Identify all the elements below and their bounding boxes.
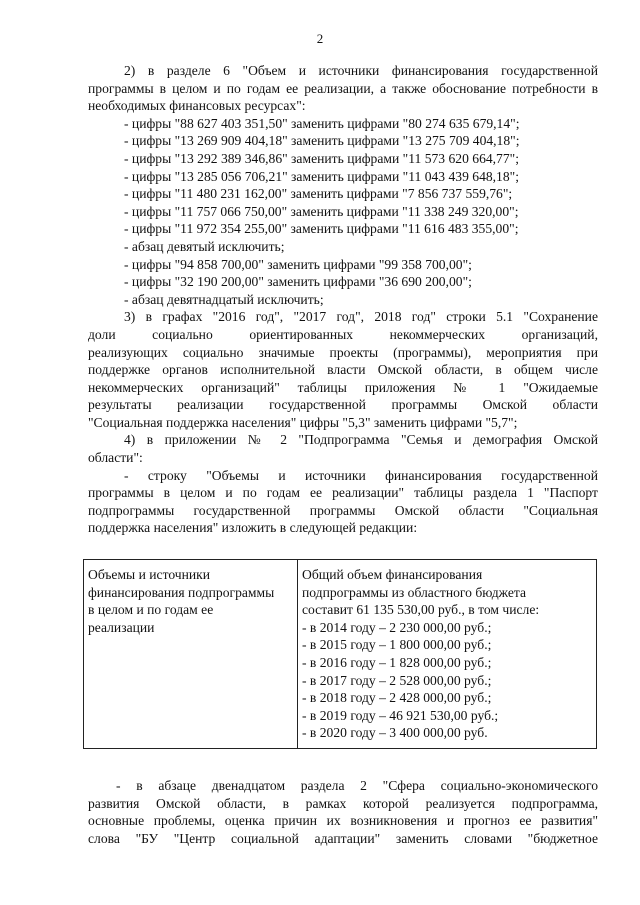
item2-line: программы в целом и по годам ее реализации, а также обоснование потребности в bbox=[88, 80, 598, 96]
table-row bbox=[84, 560, 597, 749]
list-item: - цифры "88 627 403 351,50" заменить цифрами "80 274 635 679,14"; bbox=[124, 115, 520, 131]
list-item: - цифры "94 858 700,00" заменить цифрами "99 358 700,00"; bbox=[124, 256, 472, 272]
cell-line: Общий объем финансирования bbox=[302, 567, 483, 583]
cell-line: подпрограммы из областного бюджета bbox=[302, 584, 527, 600]
replacement-list bbox=[88, 115, 598, 309]
list-item: - цифры "13 285 056 706,21" заменить цифрами "11 043 439 648,18"; bbox=[124, 168, 519, 184]
item3-line: доли социально ориентированных некоммерческих организаций, bbox=[88, 326, 598, 342]
cell-line: - в 2019 году – 46 921 530,00 руб.; bbox=[302, 707, 499, 723]
item3-line: 3) в графах "2016 год", "2017 год", 2018 год" строки 5.1 "Сохранение bbox=[124, 309, 598, 325]
cell-line: Объемы и источники bbox=[88, 567, 211, 583]
cell-line: финансирования подпрограммы bbox=[88, 584, 275, 600]
item4-line: 4) в приложении № 2 "Подпрограмма "Семья и демография Омской bbox=[124, 432, 598, 448]
cell-line: - в 2017 году – 2 528 000,00 руб.; bbox=[302, 672, 492, 688]
item4-sub-line: поддержка населения" изложить в следующей редакции: bbox=[88, 520, 418, 536]
cell-line: в целом и по годам ее bbox=[88, 602, 214, 618]
list-item: - абзац девятнадцатый исключить; bbox=[124, 291, 324, 307]
item4-sub-line: программы в целом и по годам ее реализации" таблицы раздела 1 "Паспорт bbox=[88, 485, 598, 501]
item3-line: "Социальная поддержка населения" цифры "5,3" заменить цифрами "5,7"; bbox=[88, 414, 518, 430]
passport-table bbox=[83, 559, 597, 749]
list-item: - цифры "11 972 354 255,00" заменить цифрами "11 616 483 355,00"; bbox=[124, 221, 519, 237]
final-line: - в абзаце двенадцатом раздела 2 "Сфера социально-экономического bbox=[116, 777, 598, 793]
cell-line: реализации bbox=[88, 619, 155, 635]
final-line: развития Омской области, в рамках которой реализуется подпрограмма, bbox=[88, 795, 598, 811]
item3-line: реализующих социально значимые проекты (программы), мероприятия при bbox=[88, 344, 598, 360]
item4-sub-line: подпрограммы государственной программы Омской области "Социальная bbox=[88, 502, 598, 518]
list-item: - абзац девятый исключить; bbox=[124, 238, 285, 254]
list-item: - цифры "11 480 231 162,00" заменить цифрами "7 856 737 559,76"; bbox=[124, 186, 513, 202]
item2-line: 2) в разделе 6 "Объем и источники финансирования государственной bbox=[124, 63, 598, 78]
document-body bbox=[88, 62, 598, 847]
list-item: - цифры "13 292 389 346,86" заменить цифрами "11 573 620 664,77"; bbox=[124, 150, 519, 166]
final-line: основные проблемы, оценка причин их возникновения и прогноз ее развития" bbox=[88, 813, 598, 829]
table-cell-label bbox=[84, 560, 298, 749]
list-item: - цифры "13 269 909 404,18" заменить цифрами "13 275 709 404,18"; bbox=[124, 133, 520, 149]
table-cell-value bbox=[298, 560, 597, 749]
item4-sub-line: - строку "Объемы и источники финансирования государственной bbox=[124, 467, 598, 483]
cell-line: составит 61 135 530,00 руб., в том числе: bbox=[302, 602, 540, 618]
cell-line: - в 2016 году – 1 828 000,00 руб.; bbox=[302, 655, 492, 670]
cell-line: - в 2014 году – 2 230 000,00 руб.; bbox=[302, 619, 492, 635]
cell-line: - в 2020 году – 3 400 000,00 руб. bbox=[302, 725, 488, 741]
item3-line: результаты реализации государственной программы Омской области bbox=[88, 397, 598, 413]
list-item: - цифры "32 190 200,00" заменить цифрами "36 690 200,00"; bbox=[124, 274, 472, 290]
item4-line: области": bbox=[88, 450, 143, 466]
page-number: 2 bbox=[316, 31, 324, 46]
item3-line: некоммерческих организаций" таблицы приложения № 1 "Ожидаемые bbox=[88, 379, 598, 395]
final-paragraph bbox=[88, 777, 598, 847]
item3-line: поддержке органов исполнительной власти Омской области, в общем числе bbox=[88, 362, 598, 378]
list-item: - цифры "11 757 066 750,00" заменить цифрами "11 338 249 320,00"; bbox=[124, 203, 519, 219]
cell-line: - в 2015 году – 1 800 000,00 руб.; bbox=[302, 637, 492, 653]
final-line: слова "БУ "Центр социальной адаптации" заменить словами "бюджетное bbox=[88, 830, 598, 846]
cell-line: - в 2018 году – 2 428 000,00 руб.; bbox=[302, 690, 492, 706]
item2-line: необходимых финансовых ресурсах": bbox=[88, 98, 306, 114]
